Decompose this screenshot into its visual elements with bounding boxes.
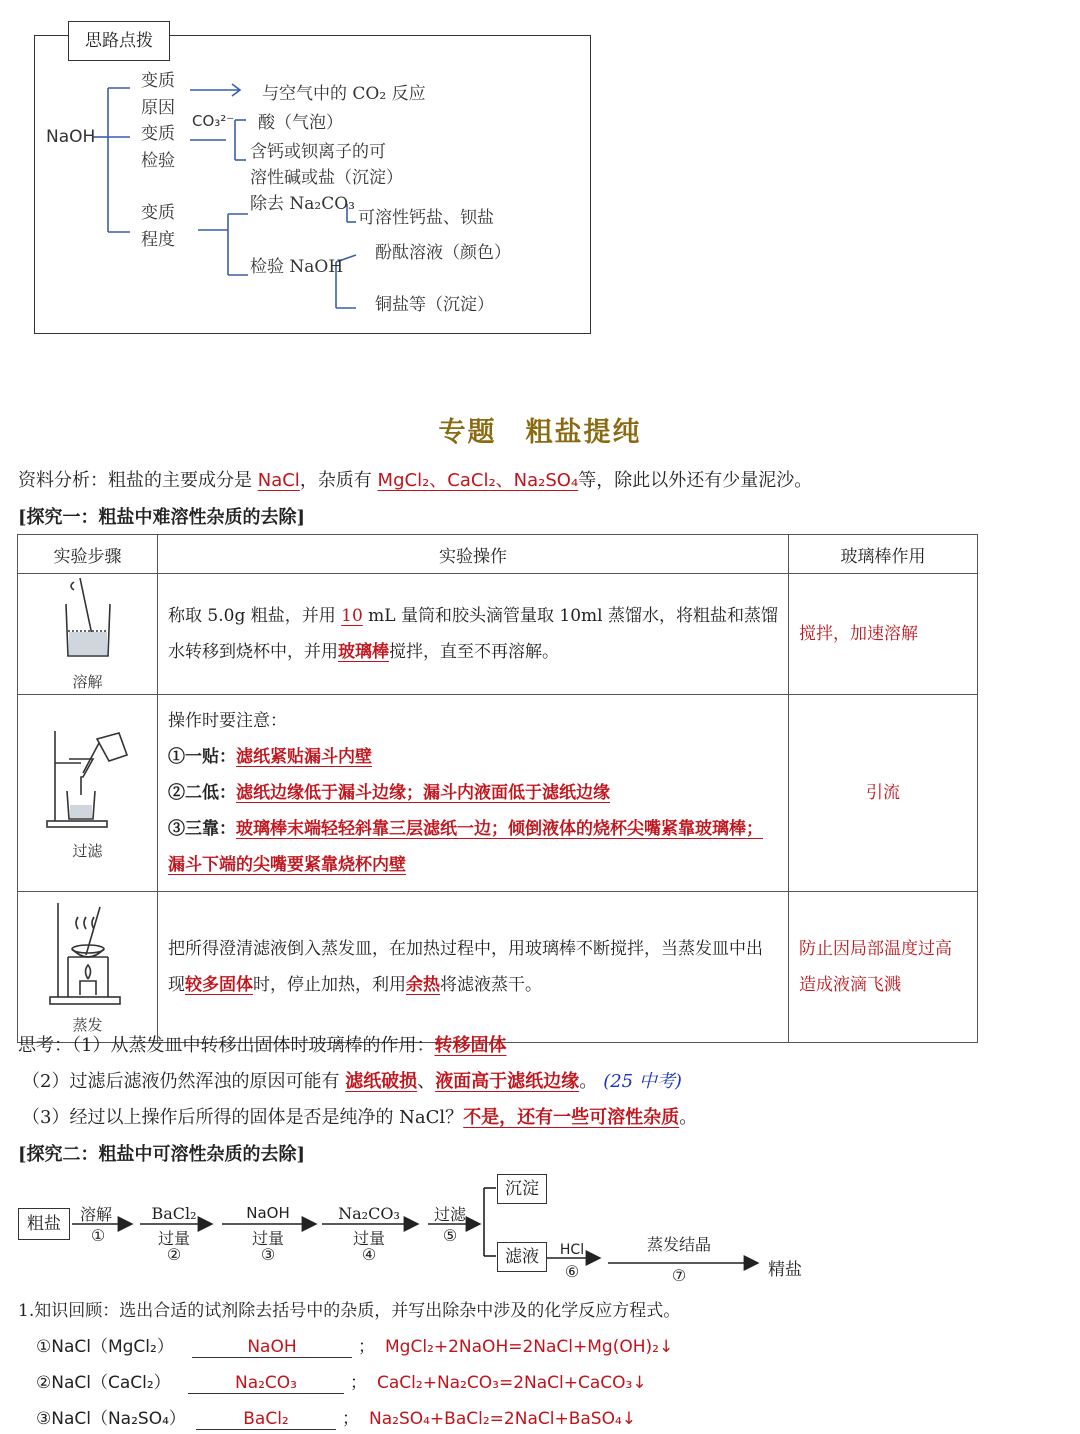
review-item-2-label: ②NaCl（CaCl₂） <box>36 1373 171 1393</box>
filter-point-3 <box>168 811 778 883</box>
mindmap-test-ca-2: 溶性碱或盐（沉淀） <box>250 168 403 188</box>
think-a1: 转移固体 <box>434 1035 507 1056</box>
beaker-stirring-icon <box>58 576 118 666</box>
experiment-table <box>17 534 978 1043</box>
review-item-3-reagent: BaCl₂ <box>196 1409 336 1430</box>
mindmap-phenol: 酚酞溶液（颜色） <box>375 243 511 263</box>
op3-solid: 较多固体 <box>185 975 253 995</box>
filter-point-3-label: ③三靠： <box>168 819 236 839</box>
step-cell-dissolve <box>18 574 158 695</box>
op3-text-b: 时，停止加热，利用 <box>253 975 406 995</box>
step-cell-filter <box>18 695 158 892</box>
header-operation: 实验操作 <box>158 535 789 574</box>
op1-text-c: 搅拌，直至不再溶解。 <box>389 642 559 662</box>
mindmap-test-acid: 酸（气泡） <box>258 113 343 133</box>
mindmap-test-label-1: 变质 <box>141 124 175 144</box>
flow-step2-num: ② <box>166 1245 182 1264</box>
topic-title: 专题 粗盐提纯 <box>438 417 642 448</box>
flow-precipitate-box: 沉淀 <box>497 1174 547 1204</box>
header-role: 玻璃棒作用 <box>789 535 978 574</box>
intro-prefix: 资料分析：粗盐的主要成分是 <box>18 470 258 491</box>
mindmap-degree-label-1: 变质 <box>141 203 175 223</box>
operation-cell-dissolve <box>158 574 789 695</box>
op1-volume: 10 <box>341 606 363 626</box>
op3-text-c: 将滤液蒸干。 <box>440 975 542 995</box>
review-item-2 <box>36 1368 647 1394</box>
flow-step1-label: 溶解 <box>79 1205 112 1224</box>
flow-step4-excess: 过量 <box>352 1229 385 1248</box>
role-cell-dissolve: 搅拌，加速溶解 <box>789 574 978 695</box>
table-row <box>18 695 978 892</box>
flow-start-crude-salt: 粗盐 <box>18 1208 70 1240</box>
review-item-3-label: ③NaCl（Na₂SO₄） <box>36 1409 186 1429</box>
header-step: 实验步骤 <box>18 535 158 574</box>
filter-point-2-label: ②二低： <box>168 783 236 803</box>
mindmap-remove-reagent: 可溶性钙盐、钡盐 <box>358 208 494 228</box>
think-q3-text: （3）经过以上操作后所得的固体是否是纯净的 NaCl？ <box>22 1107 464 1128</box>
think-q1-text: 思考：（1）从蒸发皿中转移出固体时玻璃棒的作用： <box>18 1035 435 1056</box>
review-item-3-equation: Na₂SO₄+BaCl₂=2NaCl+BaSO₄↓ <box>369 1409 637 1429</box>
intro-mid: ，杂质有 <box>299 470 378 491</box>
review-item-1-label: ①NaCl（MgCl₂） <box>36 1337 174 1357</box>
filter-point-2-text: 滤纸边缘低于漏斗边缘；漏斗内液面低于滤纸边缘 <box>236 783 610 803</box>
filter-note: 操作时要注意： <box>168 711 287 731</box>
review-item-1-equation: MgCl₂+2NaOH=2NaCl+Mg(OH)₂↓ <box>385 1337 674 1357</box>
review-item-3-sep: ； <box>342 1409 359 1429</box>
mindmap-test-label-2: 检验 <box>141 151 175 171</box>
role-cell-evaporate: 防止因局部温度过高造成液滴飞溅 <box>789 892 978 1043</box>
filter-point-3-text: 玻璃棒末端轻轻斜靠三层滤纸一边；倾倒液体的烧杯尖嘴紧靠玻璃棒；漏斗下端的尖嘴要紧靠烧杯内壁 <box>168 819 763 875</box>
filter-point-1 <box>168 739 778 775</box>
think-q1 <box>18 1031 506 1057</box>
review-title: 1.知识回顾：选出合适的试剂除去括号中的杂质，并写出除杂中涉及的化学反应方程式。 <box>18 1301 681 1321</box>
think-q2-text: （2）过滤后滤液仍然浑浊的原因可能有 <box>22 1071 346 1092</box>
mindmap-test-naoh: 检验 NaOH <box>250 257 344 277</box>
think-a2-sep: 、 <box>417 1071 436 1092</box>
step-label-evaporate: 蒸发 <box>72 1016 103 1034</box>
flow-step4-reagent: Na₂CO₃ <box>338 1204 400 1223</box>
think-q2-end: 。 <box>579 1071 598 1092</box>
flow-step7-label: 蒸发结晶 <box>646 1235 711 1254</box>
review-item-3 <box>36 1404 636 1430</box>
flow-step4-num: ④ <box>361 1245 377 1264</box>
flow-end-refined-salt: 精盐 <box>768 1260 802 1280</box>
table-row <box>18 574 978 695</box>
flow-step2-reagent: BaCl₂ <box>151 1204 197 1223</box>
operation-cell-filter <box>158 695 789 892</box>
flow-step1-num: ① <box>90 1226 106 1245</box>
flow-step3-num: ③ <box>260 1245 276 1264</box>
operation-cell-evaporate <box>158 892 789 1043</box>
review-item-1-sep: ； <box>358 1337 375 1357</box>
flow-step7-num: ⑦ <box>671 1266 687 1285</box>
think-q3-end: 。 <box>679 1107 698 1128</box>
filter-point-1-label: ①一贴： <box>168 747 236 767</box>
table-header-row <box>18 535 978 574</box>
filter-point-2 <box>168 775 778 811</box>
mindmap-cause-label-2: 原因 <box>141 98 175 118</box>
flow-step6-reagent: HCl <box>559 1242 585 1258</box>
op1-tool: 玻璃棒 <box>338 642 389 662</box>
flow-step3-reagent: NaOH <box>246 1204 290 1222</box>
evaporation-apparatus-icon <box>48 899 128 1009</box>
review-item-2-sep: ； <box>350 1373 367 1393</box>
op3-heat: 余热 <box>406 975 440 995</box>
flow-filtrate-box: 滤液 <box>497 1242 547 1272</box>
review-item-1 <box>36 1332 673 1358</box>
mindmap-degree-label-2: 程度 <box>141 230 175 250</box>
think-a3: 不是，还有一些可溶性杂质 <box>463 1107 680 1128</box>
explore1-title: [探究一：粗盐中难溶性杂质的去除] <box>18 507 306 528</box>
think-a2b: 液面高于滤纸边缘 <box>435 1071 580 1092</box>
think-q3 <box>22 1103 697 1129</box>
mindmap-copper: 铜盐等（沉淀） <box>375 295 494 315</box>
intro-paragraph <box>18 466 812 492</box>
think-q2-tag: (25 中考) <box>603 1071 682 1092</box>
filter-point-1-text: 滤纸紧贴漏斗内壁 <box>236 747 372 767</box>
mindmap-ion: CO₃²⁻ <box>192 112 235 130</box>
step-label-dissolve: 溶解 <box>72 673 103 691</box>
op1-text-b: mL 量筒和胶头滴管量取 10ml 蒸馏水，将粗盐和蒸馏水转移到烧杯中，并用 <box>168 606 778 662</box>
review-item-2-reagent: Na₂CO₃ <box>188 1373 344 1394</box>
op3-text-a: 把所得澄清滤液倒入蒸发皿，在加热过程中，用玻璃棒不断搅拌，当蒸发皿中出现 <box>168 939 763 995</box>
mindmap-root: NaOH <box>46 127 96 147</box>
mindmap-test-ca-1: 含钙或钡离子的可 <box>250 142 386 162</box>
explore2-title: [探究二：粗盐中可溶性杂质的去除] <box>18 1144 306 1165</box>
role-cell-filter: 引流 <box>789 695 978 892</box>
flow-step5-label: 过滤 <box>433 1205 466 1224</box>
flow-step6-num: ⑥ <box>564 1262 580 1281</box>
step-cell-evaporate <box>18 892 158 1043</box>
table-row <box>18 892 978 1043</box>
flow-step2-excess: 过量 <box>157 1229 190 1248</box>
flow-step5-num: ⑤ <box>442 1226 458 1245</box>
mindmap-title: 思路点拨 <box>68 21 170 61</box>
review-item-2-equation: CaCl₂+Na₂CO₃=2NaCl+CaCO₃↓ <box>377 1373 647 1393</box>
intro-impurities: MgCl₂、CaCl₂、Na₂SO₄ <box>377 470 579 491</box>
step-label-filter: 过滤 <box>72 842 103 860</box>
think-a2a: 滤纸破损 <box>345 1071 418 1092</box>
intro-suffix: 等，除此以外还有少量泥沙。 <box>578 470 813 491</box>
mindmap-cause-label-1: 变质 <box>141 71 175 91</box>
mindmap-cause-answer: 与空气中的 CO₂ 反应 <box>262 84 426 104</box>
filtration-apparatus-icon <box>43 725 133 835</box>
review-item-1-reagent: NaOH <box>192 1337 352 1358</box>
flow-step3-excess: 过量 <box>251 1229 284 1248</box>
think-q2 <box>22 1067 682 1093</box>
op1-text-a: 称取 5.0g 粗盐，并用 <box>168 606 342 626</box>
mindmap-remove: 除去 Na₂CO₃ <box>250 194 355 214</box>
intro-main-component: NaCl <box>257 470 300 491</box>
